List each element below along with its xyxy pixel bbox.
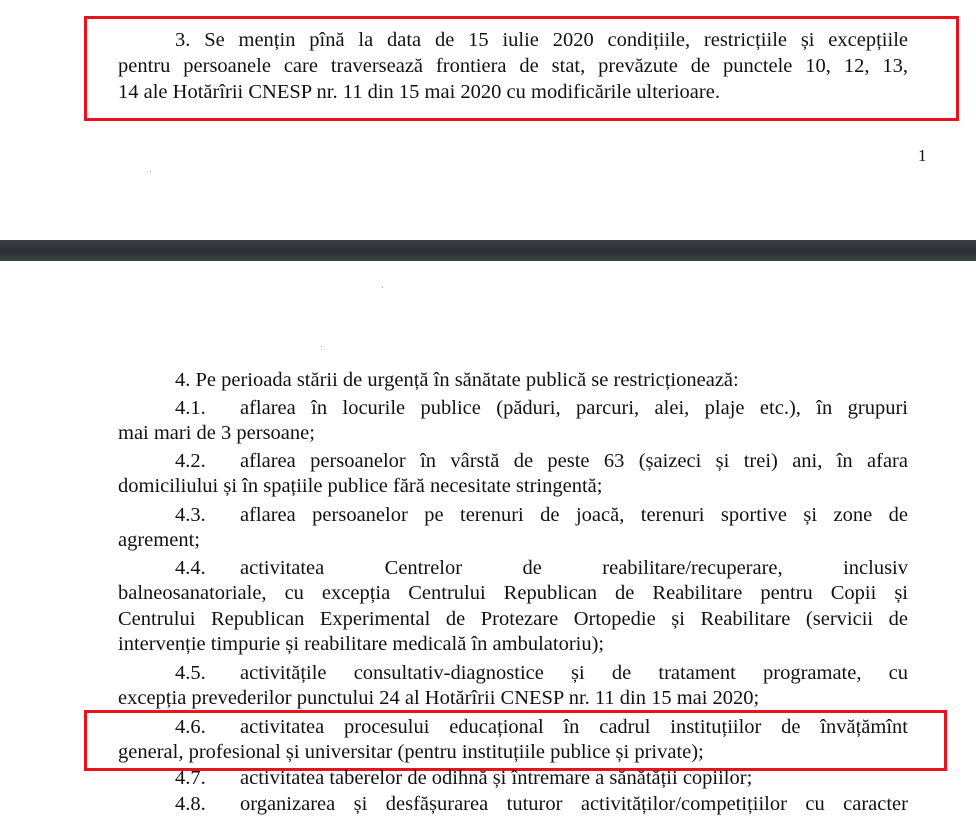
item-text: activitățile consultativ-diagnostice și de tratament programate, cu — [240, 662, 908, 684]
scan-speck — [382, 287, 383, 288]
item-4-3-line-2: agrement; — [118, 529, 200, 551]
document-page-1 — [0, 0, 976, 240]
item-number: 4.3. — [175, 504, 206, 526]
item-number: 4.2. — [175, 450, 206, 472]
page-number: 1 — [918, 146, 927, 165]
item-text: activitatea taberelor de odihnă și întremare a sănătății copiilor; — [240, 767, 753, 789]
item-4-6-line-2: general, profesional și universitar (pentru instituțiile publice și private); — [118, 741, 704, 763]
item-4-4-line-3: Centrului Republican Experimental de Protezare Ortopedie și Reabilitare (servicii de — [118, 608, 908, 630]
section-4-intro: 4. Pe perioada stării de urgență în sănătate publică se restricționează: — [175, 369, 739, 391]
item-text: activitatea procesului educațional în cadrul instituțiilor de învățămînt — [240, 716, 908, 738]
item-4-1-line-2: mai mari de 3 persoane; — [118, 422, 315, 444]
item-number: 4.6. — [175, 716, 206, 738]
paragraph-3-line-3: 14 ale Hotărîrii CNESP nr. 11 din 15 mai 2020 cu modificările ulterioare. — [118, 81, 720, 103]
item-number: 4.7. — [175, 767, 206, 789]
item-4-4-line-1 — [175, 556, 908, 581]
item-number: 4.5. — [175, 662, 206, 684]
document-page-2 — [0, 261, 976, 819]
item-number: 4.1. — [175, 397, 206, 419]
item-4-4-line-2: balneosanatoriale, cu excepția Centrului Republican de Reabilitare pentru Copii și — [118, 582, 908, 604]
item-number: 4.4. — [175, 557, 206, 579]
item-4-6-line-1 — [175, 715, 908, 740]
paragraph-3-line-2: pentru persoanele care traversează frontiera de stat, prevăzute de punctele 10, 12, 13, — [118, 55, 908, 77]
item-4-1-line-1 — [175, 396, 908, 421]
item-number: 4.8. — [175, 793, 206, 815]
item-text: aflarea în locurile publice (păduri, parcuri, alei, plaje etc.), în grupuri — [240, 397, 908, 419]
paragraph-3-line-1: 3. Se mențin pînă la data de 15 iulie 2020 condițiile, restricțiile și excepțiile — [175, 29, 908, 51]
scan-speck — [150, 171, 151, 172]
item-text: aflarea persoanelor pe terenuri de joacă, terenuri sportive și zone de — [240, 504, 908, 526]
item-4-5-line-1 — [175, 661, 908, 686]
item-4-2-line-2: domiciliului și în spațiile publice fără necesitate stringentă; — [118, 475, 603, 497]
item-text: activitatea Centrelor de reabilitare/recuperare, inclusiv — [240, 557, 908, 579]
item-4-8-line-1 — [175, 792, 908, 817]
item-4-5-line-2: excepția prevederilor punctului 24 al Hotărîrii CNESP nr. 11 din 15 mai 2020; — [118, 687, 760, 709]
item-4-4-line-4: intervenție timpurie și reabilitare medicală în ambulatoriu); — [118, 633, 605, 655]
item-text: aflarea persoanelor în vârstă de peste 63 (șaizeci și trei) ani, în afara — [240, 450, 908, 472]
scan-speck — [321, 346, 322, 347]
item-4-7-line-1 — [175, 766, 908, 791]
item-text: organizarea și desfășurarea tuturor activităților/competițiilor cu caracter — [240, 793, 908, 815]
item-4-3-line-1 — [175, 503, 908, 528]
item-4-2-line-1 — [175, 449, 908, 474]
page-separator — [0, 240, 976, 261]
